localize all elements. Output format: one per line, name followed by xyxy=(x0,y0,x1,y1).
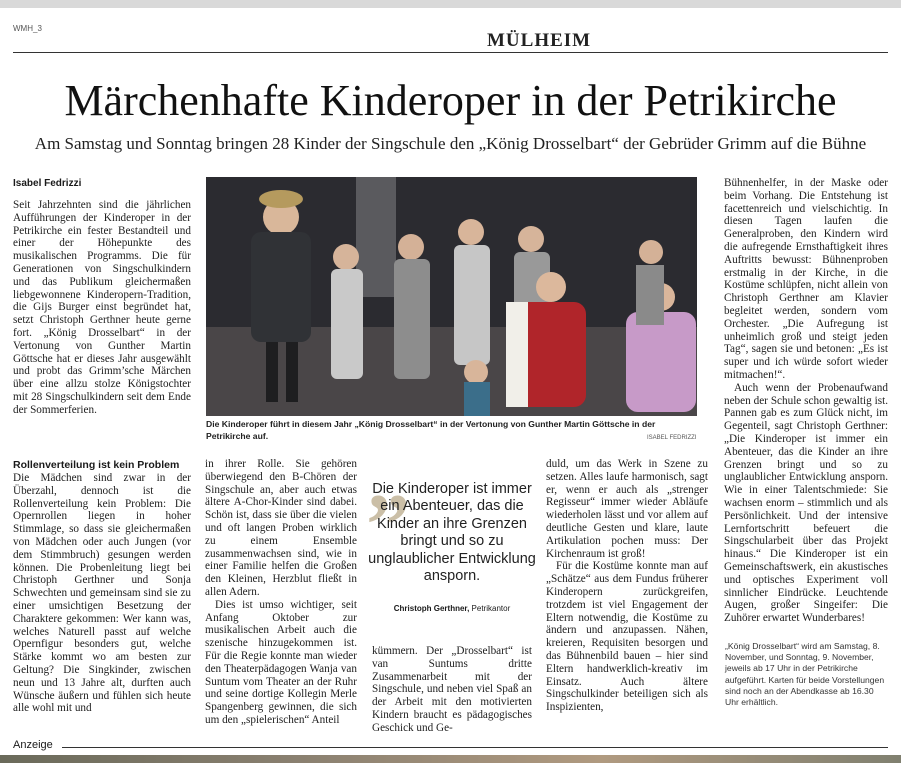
quote-mark-icon: ” xyxy=(366,477,410,574)
section-title: MÜLHEIM xyxy=(487,30,592,51)
footer-rule xyxy=(62,747,888,748)
column-4-paragraph-2: Für die Kostüme konnte man auf „Schätze“ aus dem Fundus früherer Kinderopern zurückgreifen, trotzdem ist viel Engagement der Eltern notwendig, die Kostüme zu ändern und anzupassen. Nähen, kreieren, Requisiten besorgen und das Bühnenbild bauen – hier sind Eltern handwerklich-kreativ im Einsatz. Auch ältere Singschulkinder beteiligen sich als Inspizienten, xyxy=(546,560,708,714)
column-3 xyxy=(372,645,532,735)
subheading: Rollenverteilung ist kein Problem xyxy=(13,459,180,471)
photo-credit: ISABEL FEDRIZZI xyxy=(647,435,697,441)
column-1-body xyxy=(13,472,191,715)
article-subheadline: Am Samstag und Sonntag bringen 28 Kinder der Singschule den „König Drosselbart“ der Gebrüder Grimm auf die Bühne xyxy=(34,134,867,153)
pull-quote: Die Kinderoper ist immer ein Abenteuer, das die Kinder an ihre Grenzen bringt und so zu unglaublicher Entwicklung ansporn. xyxy=(368,481,536,585)
column-5-paragraph-1: Bühnenhelfer, in der Maske oder beim Vorhang. Die Entstehung ist facettenreich und vielschichtig. In diesen Tagen laufen die Generalproben, den Kindern wird die aufregende Ernsthaftigkeit ihres Auftritts bewusst: Bühnenproben erstmalig in der Kirche, in die Kostüme schlüpfen, nicht allein von Christoph Gerthner am Klavier begleitet werden, sondern vom Orchester. „Die Aufregung ist unheimlich groß und steigt jeden Tag“, sagen sie und betonen: „Es ist super und ich würde sofort wieder mitmachen!“. xyxy=(724,177,888,381)
byline: Isabel Fedrizzi xyxy=(13,178,82,189)
opera-scene-image xyxy=(206,177,697,416)
top-bar xyxy=(0,0,901,8)
header-rule xyxy=(13,52,888,53)
advertisement-strip xyxy=(0,755,901,763)
column-2 xyxy=(205,458,357,727)
page-id: WMH_3 xyxy=(13,24,42,33)
column-4-paragraph-1: duld, um das Werk in Szene zu setzen. Alles laufe harmonisch, sagt er, wenn er auch als „strenger Regisseur“ immer wieder Abläufe wiederholen lässt und vor allem auf deutliche Gesten und klare, laute Artikulation pochen muss: Der Kirchenraum ist groß! xyxy=(546,458,708,560)
quote-attribution xyxy=(367,604,537,613)
article-headline: Märchenhafte Kinderoper in der Petrikirche xyxy=(64,76,837,125)
column-1-intro xyxy=(13,199,191,417)
quote-role: Petrikantor xyxy=(471,604,511,613)
advertisement-label: Anzeige xyxy=(13,739,53,751)
intro-paragraph: Seit Jahrzehnten sind die jährlichen Aufführungen der Kinderoper in der Petrikirche ein fester Bestandteil und einer der Höhepunkte des musikalischen Programms. Die für Generationen von Singschulkindern und das Publikum gleichermaßen liebgewonnene Kinderopern-Tradition, die Gijs Burger einst begründet hat, setzt Christoph Gerthner heute gerne fort. „König Drosselbart“ in der Vertonung von Gunther Martin Göttsche hat er dieses Jahr ausgewählt und probt das Grimm’sche Märchen über eine allzu stolze Königstochter mit 28 Singschulkindern seit dem Ende der Sommerferien. xyxy=(13,199,191,416)
event-info-box: „König Drosselbart“ wird am Samstag, 8. November, und Sonntag, 9. November, jeweils ab 17 Uhr in der Petrikirche aufgeführt. Karten für beide Vorstellungen sind noch an der Abendkasse ab 16.30 Uhr erhältlich. xyxy=(725,641,885,708)
photo-caption: Die Kinderoper führt in diesem Jahr „König Drosselbart“ in der Vertonung von Gunther Martin Göttsche in der Petrikirche auf. xyxy=(206,419,656,441)
column-3-paragraph: kümmern. Der „Drosselbart“ ist van Suntums dritte Zusammenarbeit mit der Singschule, und neben viel Spaß an der Arbeit mit den motivierten Kindern braucht es pädagogisches Geschick und Ge- xyxy=(372,645,532,734)
column-2-paragraph-1: in ihrer Rolle. Sie gehören überwiegend den B-Chören der Singschule an, aber auch etwas ältere A-Chor-Kinder sind dabei. Schön ist, dass sie über die vielen und oft langen Proben wirklich zu einem Ensemble zusammenwachsen sind, wie in einer Familie helfen die Großen den Kleinen, Herzblut fließt in allen Adern. xyxy=(205,458,357,598)
column-5 xyxy=(724,177,888,625)
column-5-paragraph-2: Auch wenn der Probenaufwand neben der Schule schon gewaltig ist. Pannen gab es zum Glück nicht, im Gegenteil, sagt Christoph Gerthner: „Die Kinderoper ist immer ein Abenteuer, das die Kinder an ihre Grenzen bringt und so zu unglaublicher Entwicklung ansporn. Wie in einer Talentschmiede: Sie wachsen enorm – stimmlich und als Persönlichkeit. Und der intensive Lernfortschritt befeuert die Singschularbeit über das Projekt hinaus.“ Die Kinderoper ist ein Gemeinschaftswerk, ein akustisches und optisches Experiment voll sinnlicher Eindrücke. Leuchtende Augen, großer Singeifer: Die Zuhörer erwartet Wunderbares! xyxy=(724,381,888,625)
column-1-paragraph: Die Mädchen sind zwar in der Überzahl, dennoch ist die Rollenverteilung kein Problem: Die Opernrollen liegen in hoher Stimmlage, so dass sie gleichermaßen von Mädchen oder auch Jungen (vor dem Stimmbruch) gesungen werden können. Die Probenleitung liegt bei Christoph Gerthner und Sonja Schwechten und gemeinsam sind sie zu einer umsichtigen Besetzung der Charaktere gekommen: Wer kann was, welches Naturell passt auf welche Opernfigur besonders gut, welche Stärke kommt wo am besten zur Geltung? Die Singkinder, zwischen neun und 13 Jahre alt, durften auch Wünsche äußern und fühlen sich heute alle wohl mit und xyxy=(13,472,191,715)
column-4 xyxy=(546,458,708,714)
quote-author: Christoph Gerthner, xyxy=(393,604,470,613)
column-2-paragraph-2: Dies ist umso wichtiger, seit Anfang Oktober zur musikalischen Arbeit auch die szenische hinzugekommen ist. Für die Regie konnte man wieder den Theaterpädagogen Wanja van Suntum vom Theater an der Ruhr und seine dortige Kollegin Merle Spangenberg gewinnen, die sich um den „spielerischen“ Anteil xyxy=(205,598,357,726)
article-photo xyxy=(206,177,697,416)
